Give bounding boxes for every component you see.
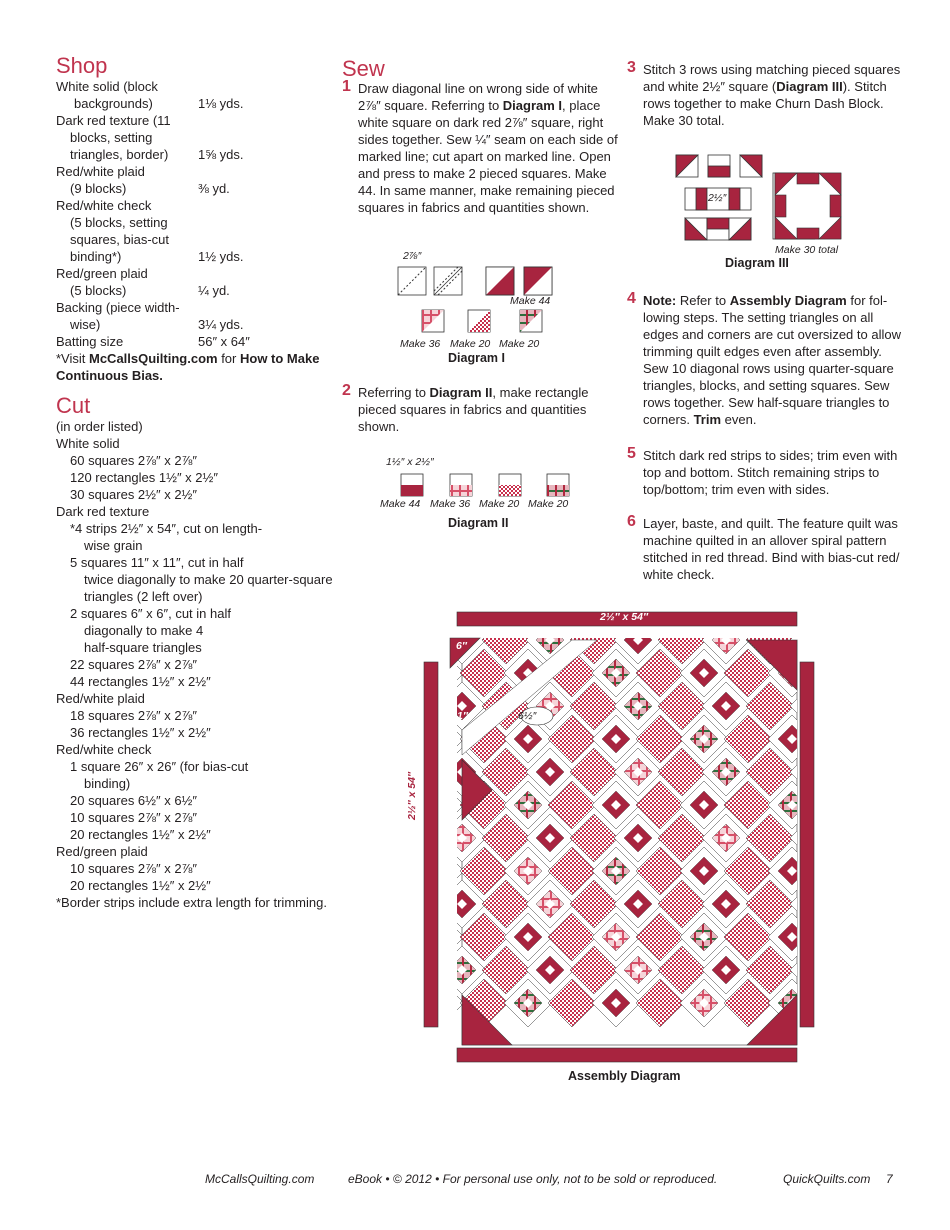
step-text: white check. [643,567,715,582]
step-line [643,566,905,583]
step-2 [342,382,618,435]
setting-square [812,610,822,631]
shop-row [56,197,326,214]
cut-item: *4 strips 2½″ x 54″, cut on length- [70,521,263,536]
step-line [643,411,905,428]
step-text: Make 30 total. [643,113,725,128]
cut-subheading: (in order listed) [56,419,143,434]
diagram-2-label-3: Make 20 [479,498,520,510]
step-text: trimming quilt edges even after assembly. [643,344,882,359]
step-line [358,80,618,97]
shop-row [56,282,326,299]
step-line [358,165,618,182]
step-text: stitched in red thread. Bind with bias-cut red/ [643,550,900,565]
step-4-text [643,292,905,428]
diagram-1-caption: Diagram I [448,351,505,365]
cut-fabric-heading: Red/green plaid [56,844,148,859]
step-line [358,199,618,216]
shop-row [56,231,326,248]
shop-row [56,112,326,129]
step-text: Refer to [676,293,730,308]
step-line [358,131,618,148]
shop-row [56,316,326,333]
cut-fabric-heading: Dark red texture [56,504,150,519]
step-3 [627,59,905,129]
assembly-label-6: 6″ [456,640,467,652]
cut-item: 36 rectangles 1½″ x 2½″ [70,725,211,740]
step-bold-ref: Diagram III [776,79,843,94]
step-text: even. [721,412,757,427]
assembly-side-strip-label: 2½″ x 54″ [406,771,418,820]
diagram-3-caption: Diagram III [725,256,789,270]
step-line [643,464,905,481]
step-text: triangles, blocks, and setting squares. Sew [643,378,890,393]
step-text: , make rectangle [492,385,589,400]
shop-item-label: backgrounds) [74,96,153,111]
step-line [358,182,618,199]
cut-item: 5 squares 11″ x 11″, cut in half [70,555,244,570]
step-1-number: 1 [342,78,351,95]
step-bold-ref: Diagram II [429,385,493,400]
shop-item-label: triangles, border) [70,147,169,162]
step-line [643,61,905,78]
cut-item: twice diagonally to make 20 quarter-square [84,572,333,587]
step-1 [342,78,618,216]
step-text: Layer, baste, and quilt. The feature quilt was [643,516,898,531]
step-5-text [643,447,905,498]
shop-item-label: Dark red texture (11 [56,113,171,128]
footer-center: eBook • © 2012 • For personal use only, not to be sold or reproduced. [348,1172,718,1186]
step-line [358,401,618,418]
cut-item: 10 squares 2⅞″ x 2⅞″ [70,861,198,876]
diagram-2-size-label: 1½″ x 2½″ [386,456,434,468]
shop-item-label: wise) [70,317,101,332]
step-text: marked line; cut apart on marked line. Open [358,149,611,164]
cut-item: 44 rectangles 1½″ x 2½″ [70,674,211,689]
shop-item-label: (9 blocks) [70,181,127,196]
step-text: top/bottom; trim even with sides. [643,482,830,497]
step-line [358,148,618,165]
shop-item-amount: 56″ x 64″ [198,334,250,349]
step-text: squares in fabrics and quantities shown. [358,200,590,215]
cut-item: 1 square 26″ x 26″ (for bias-cut [70,759,249,774]
step-line [643,360,905,377]
cut-item: triangles (2 left over) [84,589,203,604]
cut-item: 10 squares 2⅞″ x 2⅞″ [70,810,198,825]
shop-item-label: squares, bias-cut [70,232,169,247]
step-text: shown. [358,419,400,434]
step-line [358,418,618,435]
step-bold-ref: Assembly Diagram [729,293,847,308]
right-border-strip [800,662,814,1027]
step-text: Referring to [358,385,430,400]
diagram-3-size-label: 2½″ [708,192,727,204]
step-line [643,112,905,129]
shop-row [56,333,326,350]
cut-item: 30 squares 2½″ x 2½″ [70,487,198,502]
shop-item-label: White solid (block [56,79,158,94]
cut-item: diagonally to make 4 [84,623,204,638]
bottom-border-strip [457,1048,797,1062]
step-line [643,78,905,95]
step-bold-ref: Diagram I [502,98,563,113]
step-text: Sew 10 diagonal rows using quarter-square [643,361,894,376]
step-text: rows together. Sew half-square triangles to [643,395,890,410]
shop-item-label: Red/green plaid [56,266,148,281]
step-text: top and bottom. Stitch remaining strips to [643,465,880,480]
diagram-2-label-1: Make 44 [380,498,421,510]
shop-item-label: blocks, setting [70,130,153,145]
step-1-text [358,80,618,216]
diagram-3-make: Make 30 total [775,244,839,256]
shop-row [56,180,326,197]
setting-square [422,616,442,664]
step-3-number: 3 [627,59,636,76]
assembly-label-11: 11″ [452,710,468,722]
step-line [643,532,905,549]
diagram-1-size-label: 2⅞″ [403,250,422,262]
step-text: ). Stitch [842,79,887,94]
shop-row [56,95,326,112]
cut-heading: Cut [56,393,91,418]
shop-item-label: Batting size [56,334,124,349]
footer-left[interactable]: McCallsQuilting.com [205,1172,315,1186]
step-text: and white 2½″ square ( [643,79,777,94]
step-line [643,326,905,343]
cut-fabric-heading: Red/white plaid [56,691,145,706]
step-text: pieced squares in fabrics and quantities [358,402,587,417]
diagram-1-make36: Make 36 [400,338,441,350]
step-text: Stitch dark red strips to sides; trim even with [643,448,898,463]
step-text: , place [562,98,601,113]
cut-fabric-heading: Red/white check [56,742,152,757]
step-text: and press to make 2 pieced squares. Make [358,166,607,181]
step-text: corners. [643,412,694,427]
shop-row [56,146,326,163]
cut-item: 20 squares 6½″ x 6½″ [70,793,198,808]
block-center-square [809,635,819,645]
step-4-number: 4 [627,290,636,307]
shop-item-amount: 1⅝ yds. [198,147,244,162]
step-5-number: 5 [627,445,636,462]
step-line [643,549,905,566]
shop-note-prefix: *Visit [56,351,89,366]
step-bold-ref: Note: [643,293,677,308]
step-text: for fol- [846,293,888,308]
cut-item: 120 rectangles 1½″ x 2½″ [70,470,218,485]
step-line [643,309,905,326]
diagram-1-make20a: Make 20 [450,338,491,350]
cut-item: wise grain [84,538,143,553]
assembly-top-strip-label: 2½″ x 54″ [600,611,649,623]
shop-row [56,248,326,265]
assembly-caption: Assembly Diagram [568,1069,681,1083]
step-text: 2⅞″ square. Referring to [358,98,503,113]
footer-page-number: 7 [886,1172,893,1186]
diagram-2-label-4: Make 20 [528,498,569,510]
shop-note [56,350,326,384]
step-text: 44. In same manner, make remaining pieced [358,183,615,198]
step-5 [627,445,905,498]
cut-item: 2 squares 6″ x 6″, cut in half [70,606,231,621]
step-line [643,481,905,498]
cut-item: half-square triangles [84,640,202,655]
step-line [643,95,905,112]
step-text: machine quilted in an allover spiral pattern [643,533,887,548]
diagram-1-make44: Make 44 [510,295,551,307]
shop-item-label: Red/white plaid [56,164,145,179]
step-6 [627,513,905,583]
cut-item: 18 squares 2⅞″ x 2⅞″ [70,708,198,723]
cut-item: 60 squares 2⅞″ x 2⅞″ [70,453,198,468]
step-2-number: 2 [342,382,351,399]
step-6-number: 6 [627,513,636,530]
cut-item: 22 squares 2⅞″ x 2⅞″ [70,657,198,672]
churn-dash-block [774,172,844,242]
step-line [643,394,905,411]
step-line [643,343,905,360]
cut-item: binding) [84,776,131,791]
shop-item-label: (5 blocks) [70,283,127,298]
shop-note-link[interactable]: How to Make Continuous Bias. [56,351,320,383]
block-center [426,610,454,621]
shop-item-amount: ¼ yd. [198,283,230,298]
shop-row [56,214,326,231]
cut-item: 20 rectangles 1½″ x 2½″ [70,878,211,893]
step-line [643,515,905,532]
cut-fabric-heading: White solid [56,436,120,451]
cut-item: *Border strips include extra length for trimming. [56,895,327,910]
cut-list [56,435,336,911]
step-text: sides together. Sew ¼″ seam on each side of [358,132,618,147]
diagram-2-caption: Diagram II [448,516,509,530]
shop-item-label: Backing (piece width- [56,300,180,315]
step-text: Draw diagonal line on wrong side of white [358,81,598,96]
shop-item-amount: 1⅛ yds. [198,96,244,111]
shop-row [56,265,326,282]
step-text: edges and corners are cut oversized to allow [643,327,901,342]
step-text: Stitch 3 rows using matching pieced squares [643,62,901,77]
step-line [643,377,905,394]
step-6-text [643,515,905,583]
sew-heading: Sew [342,56,385,81]
footer-right[interactable]: QuickQuilts.com [783,1172,871,1186]
shop-section [56,54,326,384]
shop-item-amount: 1½ yds. [198,249,244,264]
assembly-diagram [422,610,822,1065]
block-center-square [435,610,445,612]
diagram-1-make20b: Make 20 [499,338,540,350]
step-3-text [643,61,905,129]
shop-item-amount: ⅜ yd. [198,181,230,196]
step-text: white square on dark red 2⅞″ square, right [358,115,604,130]
shop-note-site[interactable]: McCallsQuilting.com [89,351,218,366]
shop-row [56,129,326,146]
shop-row [56,78,326,95]
shop-heading: Shop [56,53,108,78]
step-line [643,292,905,309]
cut-section [56,394,336,911]
step-line [358,114,618,131]
assembly-label-65: 6½″ [518,710,537,722]
left-border-strip [424,662,438,1027]
shop-row [56,163,326,180]
shop-row [56,299,326,316]
step-text: rows together to make Churn Dash Block. [643,96,884,111]
diagram-2-label-2: Make 36 [430,498,471,510]
step-text: lowing steps. The setting triangles on all [643,310,874,325]
block-center [800,626,822,654]
shop-item-label: Red/white check [56,198,152,213]
step-2-text [358,384,618,435]
shop-item-label: (5 blocks, setting [70,215,168,230]
shop-note-mid: for [217,351,240,366]
step-line [358,384,618,401]
shop-item-label: binding*) [70,249,122,264]
step-4 [627,290,905,428]
step-bold-ref: Trim [693,412,722,427]
step-line [358,97,618,114]
shop-list [56,78,326,350]
step-line [643,447,905,464]
shop-item-amount: 3¼ yds. [198,317,244,332]
cut-item: 20 rectangles 1½″ x 2½″ [70,827,211,842]
